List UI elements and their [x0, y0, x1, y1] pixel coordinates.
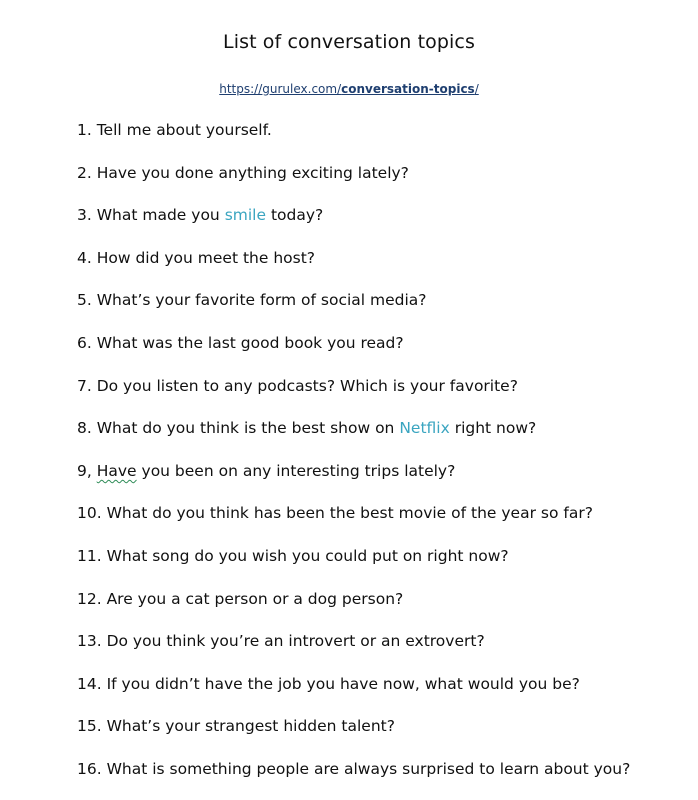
topic-item: 14. If you didn’t have the job you have now, what would you be?: [77, 674, 580, 693]
topic-text: you been on any interesting trips lately?: [136, 461, 456, 480]
topic-text: right now?: [449, 419, 537, 438]
page-title: List of conversation topics: [223, 31, 475, 53]
highlighted-word: smile: [224, 206, 267, 225]
topic-item: [77, 459, 687, 502]
topic-item: [77, 203, 687, 246]
topic-item: 1. Tell me about yourself.: [77, 121, 272, 139]
topic-item: 10. What do you think has been the best movie of the year so far?: [77, 504, 593, 523]
source-link-bold: conversation-topics: [341, 82, 475, 96]
topic-item: 16. What is something people are always surprised to learn about you?: [77, 759, 631, 778]
topic-text: today?: [266, 206, 324, 225]
topic-item: 15. What’s your strangest hidden talent?: [77, 717, 395, 736]
topic-item: 7. Do you listen to any podcasts? Which is your favorite?: [77, 376, 518, 395]
topic-item: 4. How did you meet the host?: [77, 248, 316, 267]
topic-list: [77, 118, 687, 800]
topic-item: 13. Do you think you’re an introvert or an extrovert?: [77, 632, 485, 651]
topic-text: 9,: [77, 461, 97, 480]
topic-item: 6. What was the last good book you read?: [77, 333, 404, 352]
source-link-suffix: /: [474, 82, 479, 96]
source-link-prefix: https://gurulex.com/: [219, 82, 342, 96]
topic-item: 11. What song do you wish you could put on right now?: [77, 546, 509, 565]
topic-item: 2. Have you done anything exciting lately?: [77, 163, 409, 182]
topic-item: 12. Are you a cat person or a dog person?: [77, 589, 404, 608]
topic-item: 5. What’s your favorite form of social media?: [77, 291, 427, 310]
source-link-line: [0, 82, 698, 96]
spellcheck-underlined-word: Have: [96, 461, 137, 480]
topic-text: 3. What made you: [77, 206, 225, 225]
topic-text: 8. What do you think is the best show on: [77, 419, 400, 438]
highlighted-word: Netflix: [399, 419, 450, 438]
source-link[interactable]: [219, 82, 479, 96]
topic-item: [77, 416, 687, 459]
